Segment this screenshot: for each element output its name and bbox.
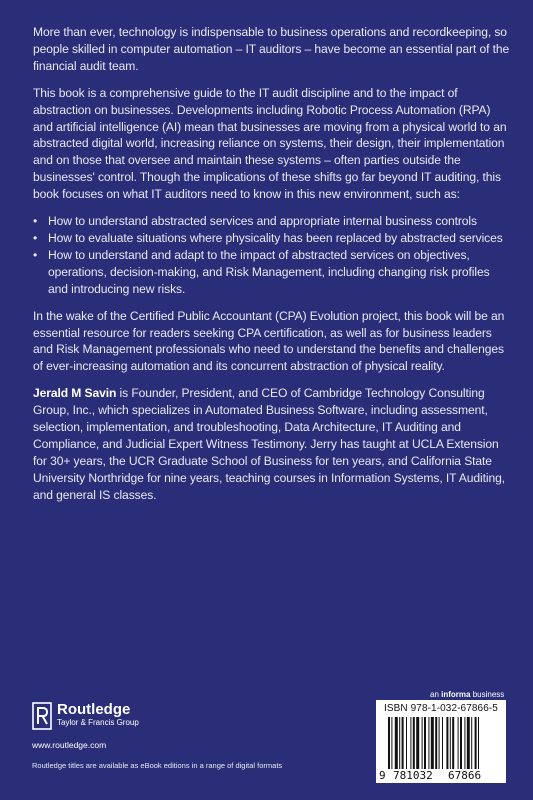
publisher-name: Routledge xyxy=(57,701,131,718)
book-description-paragraph: This book is a comprehensive guide to the IT audit discipline and to the impact of abstraction on businesses. Developments including Robotic Process Automation (RPA) and artificial intelligence (AI) mean that businesses are moving from a physical world to an abstracted digital world, increasing reliance on systems, their design, their implementation and on those that oversee and maintain these systems – often parties outside the businesses' control. Though the implications of these shifts go far beyond IT auditing, this book focuses on what IT auditors need to know in this new environment, such as: xyxy=(33,85,507,202)
logo-text xyxy=(57,702,139,728)
barcode-left-digits: 781032 xyxy=(393,769,433,782)
barcode-stripe xyxy=(435,717,437,769)
intro-paragraph: More than ever, technology is indispensable to business operations and recordkeeping, so people skilled in computer automation – IT auditors – have become an essential part of the financial audit team. xyxy=(33,25,510,73)
barcode-stripe xyxy=(452,717,454,769)
barcode-stripe xyxy=(424,717,426,769)
barcode-right-digits: 67866 xyxy=(448,769,482,782)
barcode-stripe xyxy=(478,717,479,769)
author-bio xyxy=(33,385,511,503)
informa-brand: informa xyxy=(441,690,471,699)
barcode-digits xyxy=(376,769,506,783)
barcode-stripe xyxy=(422,717,423,769)
ebook-note: Routledge titles are available as eBook editions in a range of digital formats xyxy=(32,761,283,770)
barcode-stripe xyxy=(446,717,448,769)
back-cover-text xyxy=(33,24,511,514)
barcode-stripe xyxy=(399,717,400,769)
routledge-logo xyxy=(32,702,139,730)
barcode-stripe xyxy=(471,717,472,769)
isbn-label: ISBN 978-1-032-67866-5 xyxy=(384,703,498,714)
publisher-group: Taylor & Francis Group xyxy=(57,718,139,727)
routledge-r-icon xyxy=(32,702,52,730)
barcode-stripe xyxy=(402,717,404,769)
bullet-item: • How to evaluate situations where physicality has been replaced by abstracted services xyxy=(33,230,511,247)
barcode-stripe xyxy=(416,717,419,769)
barcode-stripe xyxy=(413,717,415,769)
isbn-barcode xyxy=(376,700,506,783)
bullet-item: • How to understand abstracted services and appropriate internal business controls xyxy=(33,213,511,230)
informa-business-tag xyxy=(430,690,504,699)
informa-prefix: an xyxy=(430,690,442,699)
barcode-stripe xyxy=(460,717,462,769)
barcode-stripe xyxy=(458,717,459,769)
barcode-stripe xyxy=(439,717,440,769)
author-name: Jerald M Savin xyxy=(33,386,117,401)
barcode-bars xyxy=(387,717,501,769)
author-bio-text: is Founder, President, and CEO of Cambridge Technology Consulting Group, Inc., which specializes in Automated Business Software, including assessment, selection, implementation, and troubleshooting, Data Architecture, IT Auditing and Compliance, and Judicial Expert Witness Testimony. Jerry has taught at UCLA Extension for 30+ years, the UCR Graduate School of Business for ten years, and California State University Northridge for nine years, teaching courses in Information Systems, IT Auditing, and general IS classes. xyxy=(33,386,505,502)
barcode-first-digit: 9 xyxy=(379,769,386,782)
bullet-item: • How to understand and adapt to the impact of abstracted services on objectives, operations, decision-making, and Risk Management, including changing risk profiles and introducing new risks. xyxy=(33,247,511,298)
informa-suffix: business xyxy=(470,690,505,699)
barcode-stripe xyxy=(391,717,392,769)
barcode-stripe xyxy=(442,717,443,769)
barcode-stripe xyxy=(428,717,429,769)
barcode-stripe xyxy=(450,717,451,769)
barcode-stripe xyxy=(431,717,434,769)
barcode-stripe xyxy=(410,717,411,769)
barcode-stripe xyxy=(395,717,398,769)
barcode-stripe xyxy=(467,717,470,769)
cpa-paragraph: In the wake of the Certified Public Accountant (CPA) Evolution project, this book will be an essential resource for readers seeking CPA certification, as well as for business leaders and Risk Management professionals who need to understand the benefits and challenges of ever-increasing automation and its concurrent abstraction of physical reality. xyxy=(33,308,505,374)
publisher-url: www.routledge.com xyxy=(32,740,107,750)
barcode-stripe xyxy=(464,717,465,769)
barcode-stripe xyxy=(406,717,407,769)
barcode-stripe xyxy=(475,717,477,769)
topic-bullet-list xyxy=(33,213,511,298)
barcode-stripe xyxy=(388,717,390,769)
